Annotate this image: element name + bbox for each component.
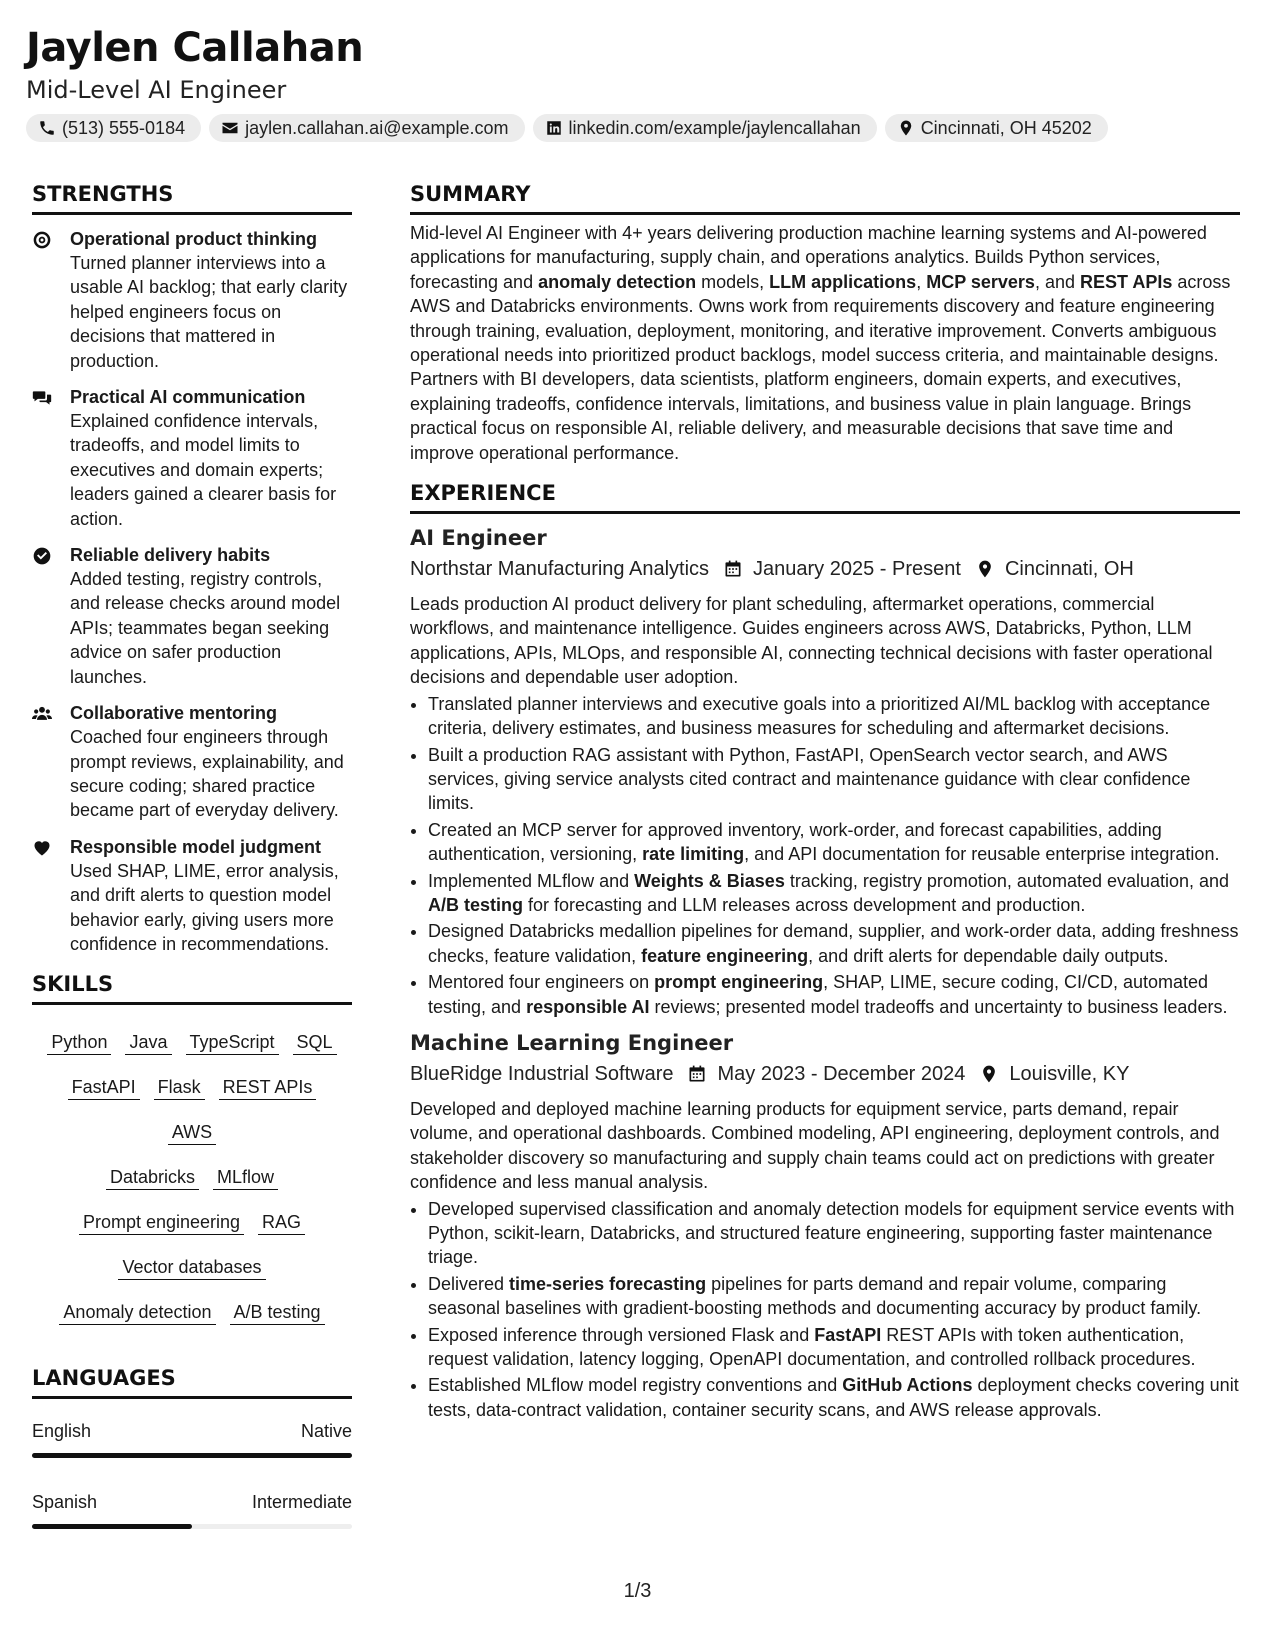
skill-tag: Python <box>47 1031 111 1055</box>
skill-tag: Databricks <box>106 1166 199 1190</box>
linkedin-text: linkedin.com/example/jaylencallahan <box>568 117 861 138</box>
skill-tag: Java <box>125 1031 171 1055</box>
job-bullet: • Created an MCP server for approved inventory, work-order, and forecast capabilities, adding authentication, versioning, rate limiting, and API documentation for reusable enterprise integration. <box>428 818 1240 867</box>
skill-tag: Anomaly detection <box>59 1301 215 1325</box>
candidate-role: Mid-Level AI Engineer <box>26 76 287 104</box>
email-text: jaylen.callahan.ai@example.com <box>245 117 509 138</box>
job-bullet: • Developed supervised classification and anomaly detection models for equipment service events with Python, scikit-learn, Databricks, and structured feature engineering, supporting faster maintenance triage. <box>428 1197 1240 1270</box>
phone-chip[interactable] <box>26 114 201 142</box>
strength-item <box>32 701 352 823</box>
skills-heading: SKILLS <box>32 972 114 997</box>
location-text: Cincinnati, OH 45202 <box>920 117 1092 138</box>
strength-item <box>32 543 352 689</box>
candidate-name: Jaylen Callahan <box>26 25 364 71</box>
strength-title: Collaborative mentoring <box>70 703 278 724</box>
skills-list <box>32 1021 352 1336</box>
strength-title: Practical AI communication <box>70 387 306 408</box>
strengths-heading: STRENGTHS <box>32 182 174 206</box>
job-bullet: • Implemented MLflow and Weights & Biases tracking, registry promotion, automated evaluation, and A/B testing for forecasting and LLM releases across development and production. <box>428 869 1240 918</box>
skills-rule <box>32 1002 352 1005</box>
skill-tag: MLflow <box>213 1166 278 1190</box>
language-row <box>32 1413 352 1443</box>
job-dates: January 2025 - Present <box>753 558 961 581</box>
check-circle-icon <box>32 546 52 566</box>
job-location: Louisville, KY <box>1009 1062 1130 1085</box>
strength-desc: Explained confidence intervals, tradeoffs, and model limits to executives and domain experts; leaders gained a clearer basis for action. <box>70 411 337 529</box>
summary-rule <box>410 212 1240 215</box>
skill-tag: A/B testing <box>230 1301 325 1325</box>
job-title: Machine Learning Engineer <box>410 1030 734 1055</box>
summary-heading: SUMMARY <box>410 182 531 206</box>
job-company: BlueRidge Industrial Software <box>410 1062 674 1085</box>
strength-desc: Turned planner interviews into a usable AI backlog; that early clarity helped engineers focus on decisions that mattered in production. <box>70 253 348 371</box>
strength-title: Responsible model judgment <box>70 836 322 857</box>
phone-text: (513) 555-0184 <box>62 117 186 138</box>
strength-item <box>32 227 352 373</box>
envelope-icon <box>221 119 239 137</box>
email-chip[interactable] <box>209 114 524 142</box>
summary-text: Mid-level AI Engineer with 4+ years delivering production machine learning systems and AI-powered applications for manufacturing, supply chain, and operations analytics. Builds Python services, forecasting and anomaly detection models, LLM applications, MCP servers, and REST APIs across AWS and Databricks environments. Owns work from requirements discovery and feature engineering through training, evaluation, deployment, monitoring, and iterative improvement. Converts ambiguous operational needs into prioritized product backlogs, model success criteria, and maintainable designs. Partners with BI developers, data scientists, platform engineers, domain experts, and executives, explaining tradeoffs, confidence intervals, limitations, and business value in plain language. Brings practical focus on responsible AI, reliable delivery, and measurable decisions that save time and improve operational performance. <box>410 223 1231 463</box>
right-column <box>410 180 1240 1424</box>
language-bar-fill <box>32 1453 352 1458</box>
job-entry <box>410 524 1240 1019</box>
language-row <box>32 1484 352 1514</box>
job-bullet: • Mentored four engineers on prompt engineering, SHAP, LIME, secure coding, CI/CD, automated testing, and responsible AI reviews; presented model tradeoffs and uncertainty to business leaders. <box>428 970 1240 1019</box>
job-meta <box>410 554 1240 584</box>
skill-tag: RAG <box>258 1211 305 1235</box>
calendar-icon <box>723 559 743 579</box>
job-title: AI Engineer <box>410 526 547 551</box>
skill-tag: Prompt engineering <box>79 1211 244 1235</box>
location-chip[interactable] <box>885 114 1108 142</box>
left-column <box>32 180 352 1555</box>
resume-header <box>26 22 1108 142</box>
job-bullet: • Translated planner interviews and executive goals into a prioritized AI/ML backlog with acceptance criteria, delivery estimates, and business measures for scheduling and aftermarket decisions. <box>428 692 1240 741</box>
language-name: Spanish <box>32 1492 98 1513</box>
language-name: English <box>32 1421 92 1442</box>
linkedin-icon <box>545 119 563 137</box>
languages-list <box>32 1413 352 1529</box>
strength-title: Operational product thinking <box>70 229 317 249</box>
users-icon <box>32 704 52 724</box>
chat-bubbles-icon <box>32 388 52 408</box>
skill-tag: TypeScript <box>186 1031 279 1055</box>
job-bullet: • Exposed inference through versioned Flask and FastAPI REST APIs with token authentication, request validation, latency logging, OpenAPI documentation, and controlled rollback procedures. <box>428 1323 1240 1372</box>
job-entry <box>410 1029 1240 1422</box>
strengths-list <box>32 227 352 956</box>
skill-tag: Flask <box>154 1076 205 1100</box>
languages-heading: LANGUAGES <box>32 1366 176 1391</box>
phone-icon <box>38 119 56 137</box>
job-bullet: • Established MLflow model registry conventions and GitHub Actions deployment checks covering unit tests, data-contract validation, container security scans, and AWS release approvals. <box>428 1373 1240 1422</box>
strength-desc: Coached four engineers through prompt reviews, explainability, and secure coding; shared practice became part of everyday delivery. <box>70 727 344 821</box>
location-pin-icon <box>975 559 995 579</box>
job-description: Developed and deployed machine learning products for equipment service, parts demand, repair volume, and operational dashboards. Combined modeling, API engineering, deployment controls, and stakeholder discovery so manufacturing and supply chain teams could act on predictions with greater confidence and less manual analysis. <box>410 1098 1220 1193</box>
skill-tag: FastAPI <box>68 1076 140 1100</box>
strengths-rule <box>32 212 352 215</box>
language-bar <box>32 1453 352 1458</box>
strength-desc: Used SHAP, LIME, error analysis, and drift alerts to question model behavior early, giving users more confidence in recommendations. <box>70 860 339 954</box>
location-pin-icon <box>979 1064 999 1084</box>
skill-tag: SQL <box>293 1031 337 1055</box>
strength-desc: Added testing, registry controls, and release checks around model APIs; teammates began seeking advice on safer production launches. <box>70 569 341 687</box>
language-level: Native <box>300 1421 352 1442</box>
languages-rule <box>32 1396 352 1399</box>
skill-tag: AWS <box>168 1121 216 1145</box>
linkedin-chip[interactable] <box>533 114 877 142</box>
experience-heading: EXPERIENCE <box>410 481 556 506</box>
job-location: Cincinnati, OH <box>1004 558 1134 581</box>
language-bar-fill <box>32 1524 192 1529</box>
job-company: Northstar Manufacturing Analytics <box>410 558 710 581</box>
skill-tag: REST APIs <box>219 1076 317 1100</box>
language-level: Intermediate <box>251 1492 352 1513</box>
job-bullet: • Built a production RAG assistant with Python, FastAPI, OpenSearch vector search, and AWS services, giving service analysts cited contract and maintenance guidance with clear confidence limits. <box>428 743 1240 816</box>
language-bar <box>32 1524 352 1529</box>
job-dates: May 2023 - December 2024 <box>717 1062 966 1085</box>
skill-tag: Vector databases <box>118 1256 265 1280</box>
job-bullets <box>410 1197 1240 1423</box>
strength-title: Reliable delivery habits <box>70 545 271 566</box>
job-meta <box>410 1059 1240 1089</box>
strength-item <box>32 385 352 531</box>
job-description: Leads production AI product delivery for plant scheduling, aftermarket operations, commercial workflows, and maintenance intelligence. Guides engineers across AWS, Databricks, Python, LLM applications, APIs, MLOps, and responsible AI, connecting technical decisions with faster operational decisions and dependable user adoption. <box>410 594 1213 688</box>
experience-rule <box>410 511 1240 514</box>
heart-icon <box>32 838 52 858</box>
target-icon <box>32 230 52 250</box>
calendar-icon <box>687 1064 707 1084</box>
job-bullets <box>410 692 1240 1019</box>
strength-item <box>32 835 352 957</box>
page-number: 1/3 <box>623 1580 652 1602</box>
job-bullet: • Designed Databricks medallion pipelines for demand, supplier, and work-order data, adding freshness checks, feature validation, feature engineering, and drift alerts for dependable daily outputs. <box>428 919 1240 968</box>
contact-bar <box>26 114 1108 142</box>
location-pin-icon <box>897 119 915 137</box>
job-bullet: • Delivered time-series forecasting pipelines for parts demand and repair volume, comparing seasonal baselines with gradient-boosting methods and documenting accuracy by product family. <box>428 1272 1240 1321</box>
